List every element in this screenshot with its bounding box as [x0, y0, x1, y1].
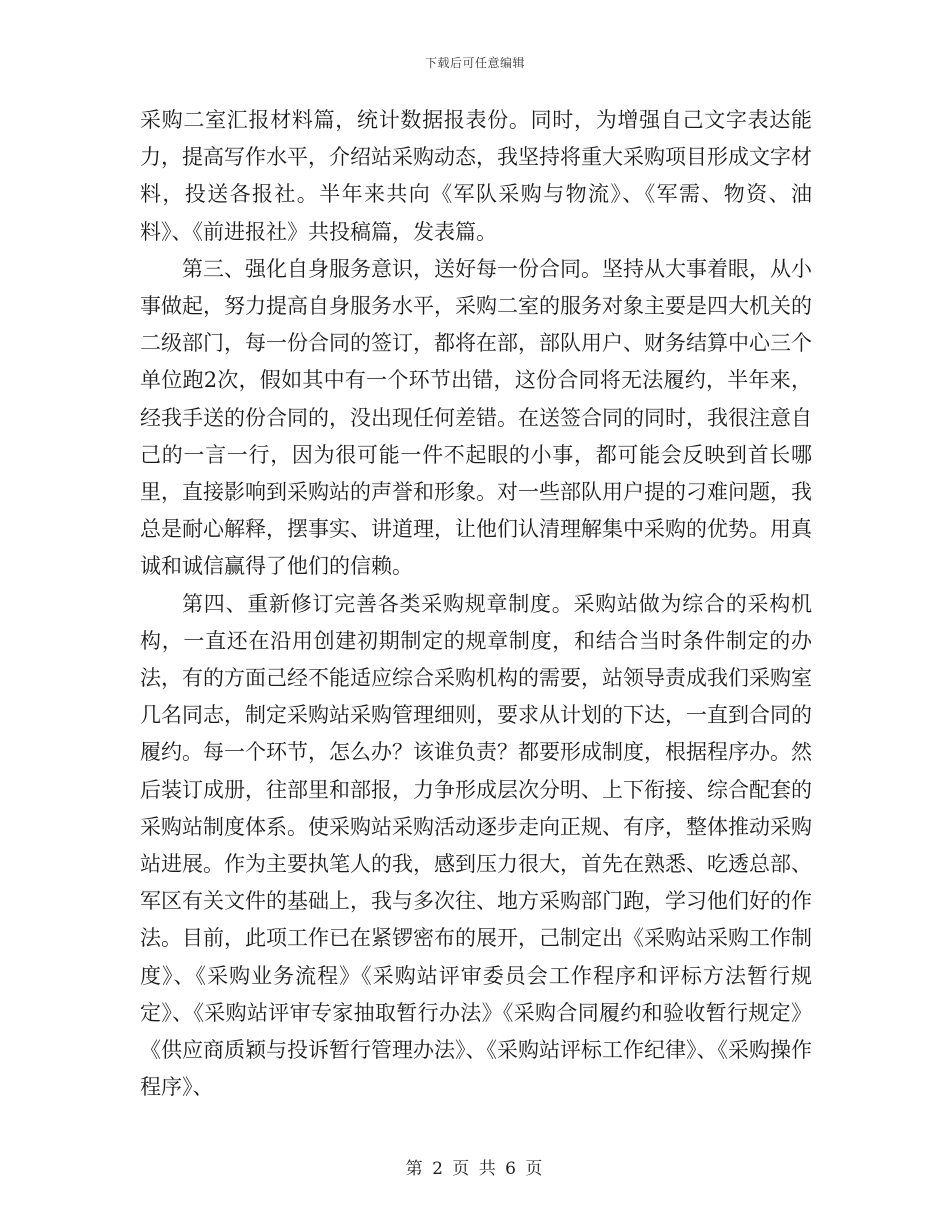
document-body [140, 102, 812, 1106]
page-header: 下载后可任意编辑 [424, 56, 525, 70]
paragraph-3: 第四、重新修订完善各类采购规章制度。采购站做为综合的采构机构，一直还在沿用创建初期制定的规章制度，和结合当时条件制定的办法，有的方面己经不能适应综合采购机构的需要，站领导责成我们采购室几名同志，制定采购站采购管理细则，要求从计划的下达，一直到合同的履约。每一个环节，怎么办？该谁负责？都要形成制度，根据程序办。然后装订成册，往部里和部报，力争形成层次分明、上下衔接、综合配套的采购站制度体系。使采购站采购活动逐步走向正规、有序，整体推动采购站进展。作为主要执笔人的我，感到压力很大，首先在熟悉、吃透总部、军区有关文件的基础上，我与多次往、地方采购部门跑，学习他们好的作法。目前，此项工作已在紧锣密布的展开，己制定出《采购站采购工作制度》、《采购业务流程》《采购站评审委员会工作程序和评标方法暂行规定》、《采购站评审专家抽取暂行办法》《采购合同履约和验收暂行规定》《供应商质颖与投诉暂行管理办法》、《采购站评标工作纪律》、《采购操作程序》、 [140, 591, 812, 1100]
paragraph-2: 第三、强化自身服务意识，送好每一份合同。坚持从大事着眼，从小事做起，努力提高自身服务水平，采购二室的服务对象主要是四大机关的二级部门，每一份合同的签订，都将在部，部队用户、财务结算中心三个单位跑2次，假如其中有一个环节出错，这份合同将无法履约，半年来，经我手送的份合同的，没出现任何差错。在送签合同的同时，我很注意自己的一言一行，因为很可能一件不起眼的小事，都可能会反映到首长哪里，直接影响到采购站的声誉和形象。对一些部队用户提的刁难问题，我总是耐心解释，摆事实、讲道理，让他们认清理解集中采购的优势。用真诚和诚信赢得了他们的信赖。 [140, 256, 812, 579]
paragraph-1: 采购二室汇报材料篇，统计数据报表份。同时，为增强自己文字表达能力，提高写作水平，介绍站采购动态，我坚持将重大采购项目形成文字材料，投送各报社。半年来共向《军队采购与物流》、《军需、物资、油料》、《前进报社》共投稿篇，发表篇。 [140, 108, 812, 244]
page-footer: 第 2 页 共 6 页 [405, 1159, 545, 1179]
